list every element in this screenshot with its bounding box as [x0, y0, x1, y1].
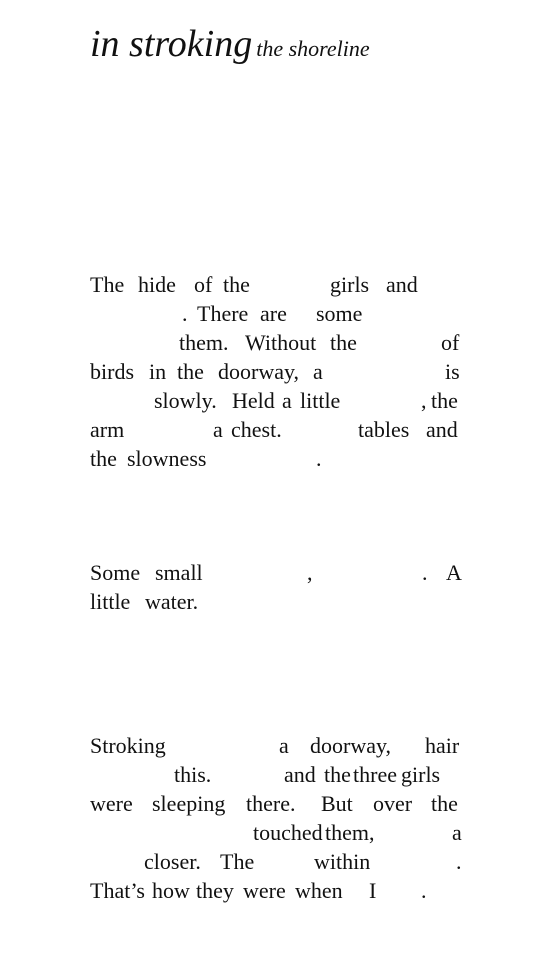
word: the	[330, 330, 357, 355]
paragraph-line	[90, 299, 463, 328]
paragraph-line	[90, 760, 463, 789]
paragraph-line	[90, 386, 463, 415]
word: of	[194, 272, 213, 297]
word: them.	[179, 330, 229, 355]
word: three	[353, 762, 397, 787]
word: little	[90, 589, 131, 614]
word: But	[321, 791, 353, 816]
word: .	[316, 446, 322, 471]
word: were	[243, 878, 286, 903]
word: them,	[325, 820, 375, 845]
word: and	[426, 417, 458, 442]
word: doorway,	[310, 733, 392, 758]
word: a	[279, 733, 289, 758]
paragraph-line	[90, 587, 463, 616]
word: little	[300, 388, 341, 413]
word: there.	[246, 791, 296, 816]
word: touched	[253, 820, 323, 845]
word: doorway,	[218, 359, 300, 384]
word: girls	[330, 272, 370, 297]
word: a	[213, 417, 223, 442]
word: The	[220, 849, 255, 874]
word: birds	[90, 359, 134, 384]
word: Held	[232, 388, 275, 413]
paragraph-line	[90, 444, 463, 473]
word: of	[441, 330, 460, 355]
word: slowness	[127, 446, 207, 471]
word: A	[446, 560, 462, 585]
paragraph-line	[90, 558, 463, 587]
word: .	[456, 849, 462, 874]
word: when	[295, 878, 343, 903]
word: a	[452, 820, 462, 845]
word: arm	[90, 417, 125, 442]
paragraph-line	[90, 270, 463, 299]
word: the	[431, 791, 458, 816]
paragraph-line	[90, 731, 463, 760]
word: sleeping	[152, 791, 226, 816]
paragraph-line	[90, 818, 463, 847]
word: slowly.	[154, 388, 217, 413]
word: some	[316, 301, 363, 326]
word: Without	[245, 330, 317, 355]
word: over	[373, 791, 413, 816]
word: in	[149, 359, 167, 384]
word: The	[90, 272, 125, 297]
word: the	[90, 446, 117, 471]
word: There	[197, 301, 249, 326]
word: ,	[421, 388, 427, 413]
word: ,	[307, 560, 313, 585]
word: tables	[358, 417, 410, 442]
word: chest.	[231, 417, 282, 442]
word: Stroking	[90, 733, 166, 758]
word: is	[445, 359, 460, 384]
word: Some	[90, 560, 141, 585]
word: are	[260, 301, 287, 326]
word: .	[182, 301, 188, 326]
word: water.	[145, 589, 199, 614]
word: were	[90, 791, 133, 816]
word: the	[431, 388, 458, 413]
word: closer.	[144, 849, 201, 874]
paragraph-line	[90, 789, 463, 818]
word: within	[314, 849, 371, 874]
word: .	[422, 560, 428, 585]
paragraph-line	[90, 357, 463, 386]
word: and	[386, 272, 418, 297]
word: a	[282, 388, 292, 413]
paragraph-line	[90, 328, 463, 357]
word: the	[223, 272, 250, 297]
paragraph-line	[90, 415, 463, 444]
word: That’s	[90, 878, 145, 903]
word: girls	[401, 762, 441, 787]
word: the	[177, 359, 204, 384]
word: how	[152, 878, 190, 903]
word: and	[284, 762, 316, 787]
word: this.	[174, 762, 212, 787]
word: .	[421, 878, 427, 903]
word: small	[155, 560, 203, 585]
poem-title	[90, 22, 370, 66]
paragraph-line	[90, 876, 463, 905]
word: I	[369, 878, 377, 903]
title-main: in stroking	[90, 23, 253, 65]
title-sub: the shoreline	[256, 36, 370, 61]
word: a	[313, 359, 323, 384]
word: hair	[425, 733, 460, 758]
word: hide	[138, 272, 176, 297]
word: the	[324, 762, 351, 787]
word: they	[196, 878, 234, 903]
paragraph-line	[90, 847, 463, 876]
